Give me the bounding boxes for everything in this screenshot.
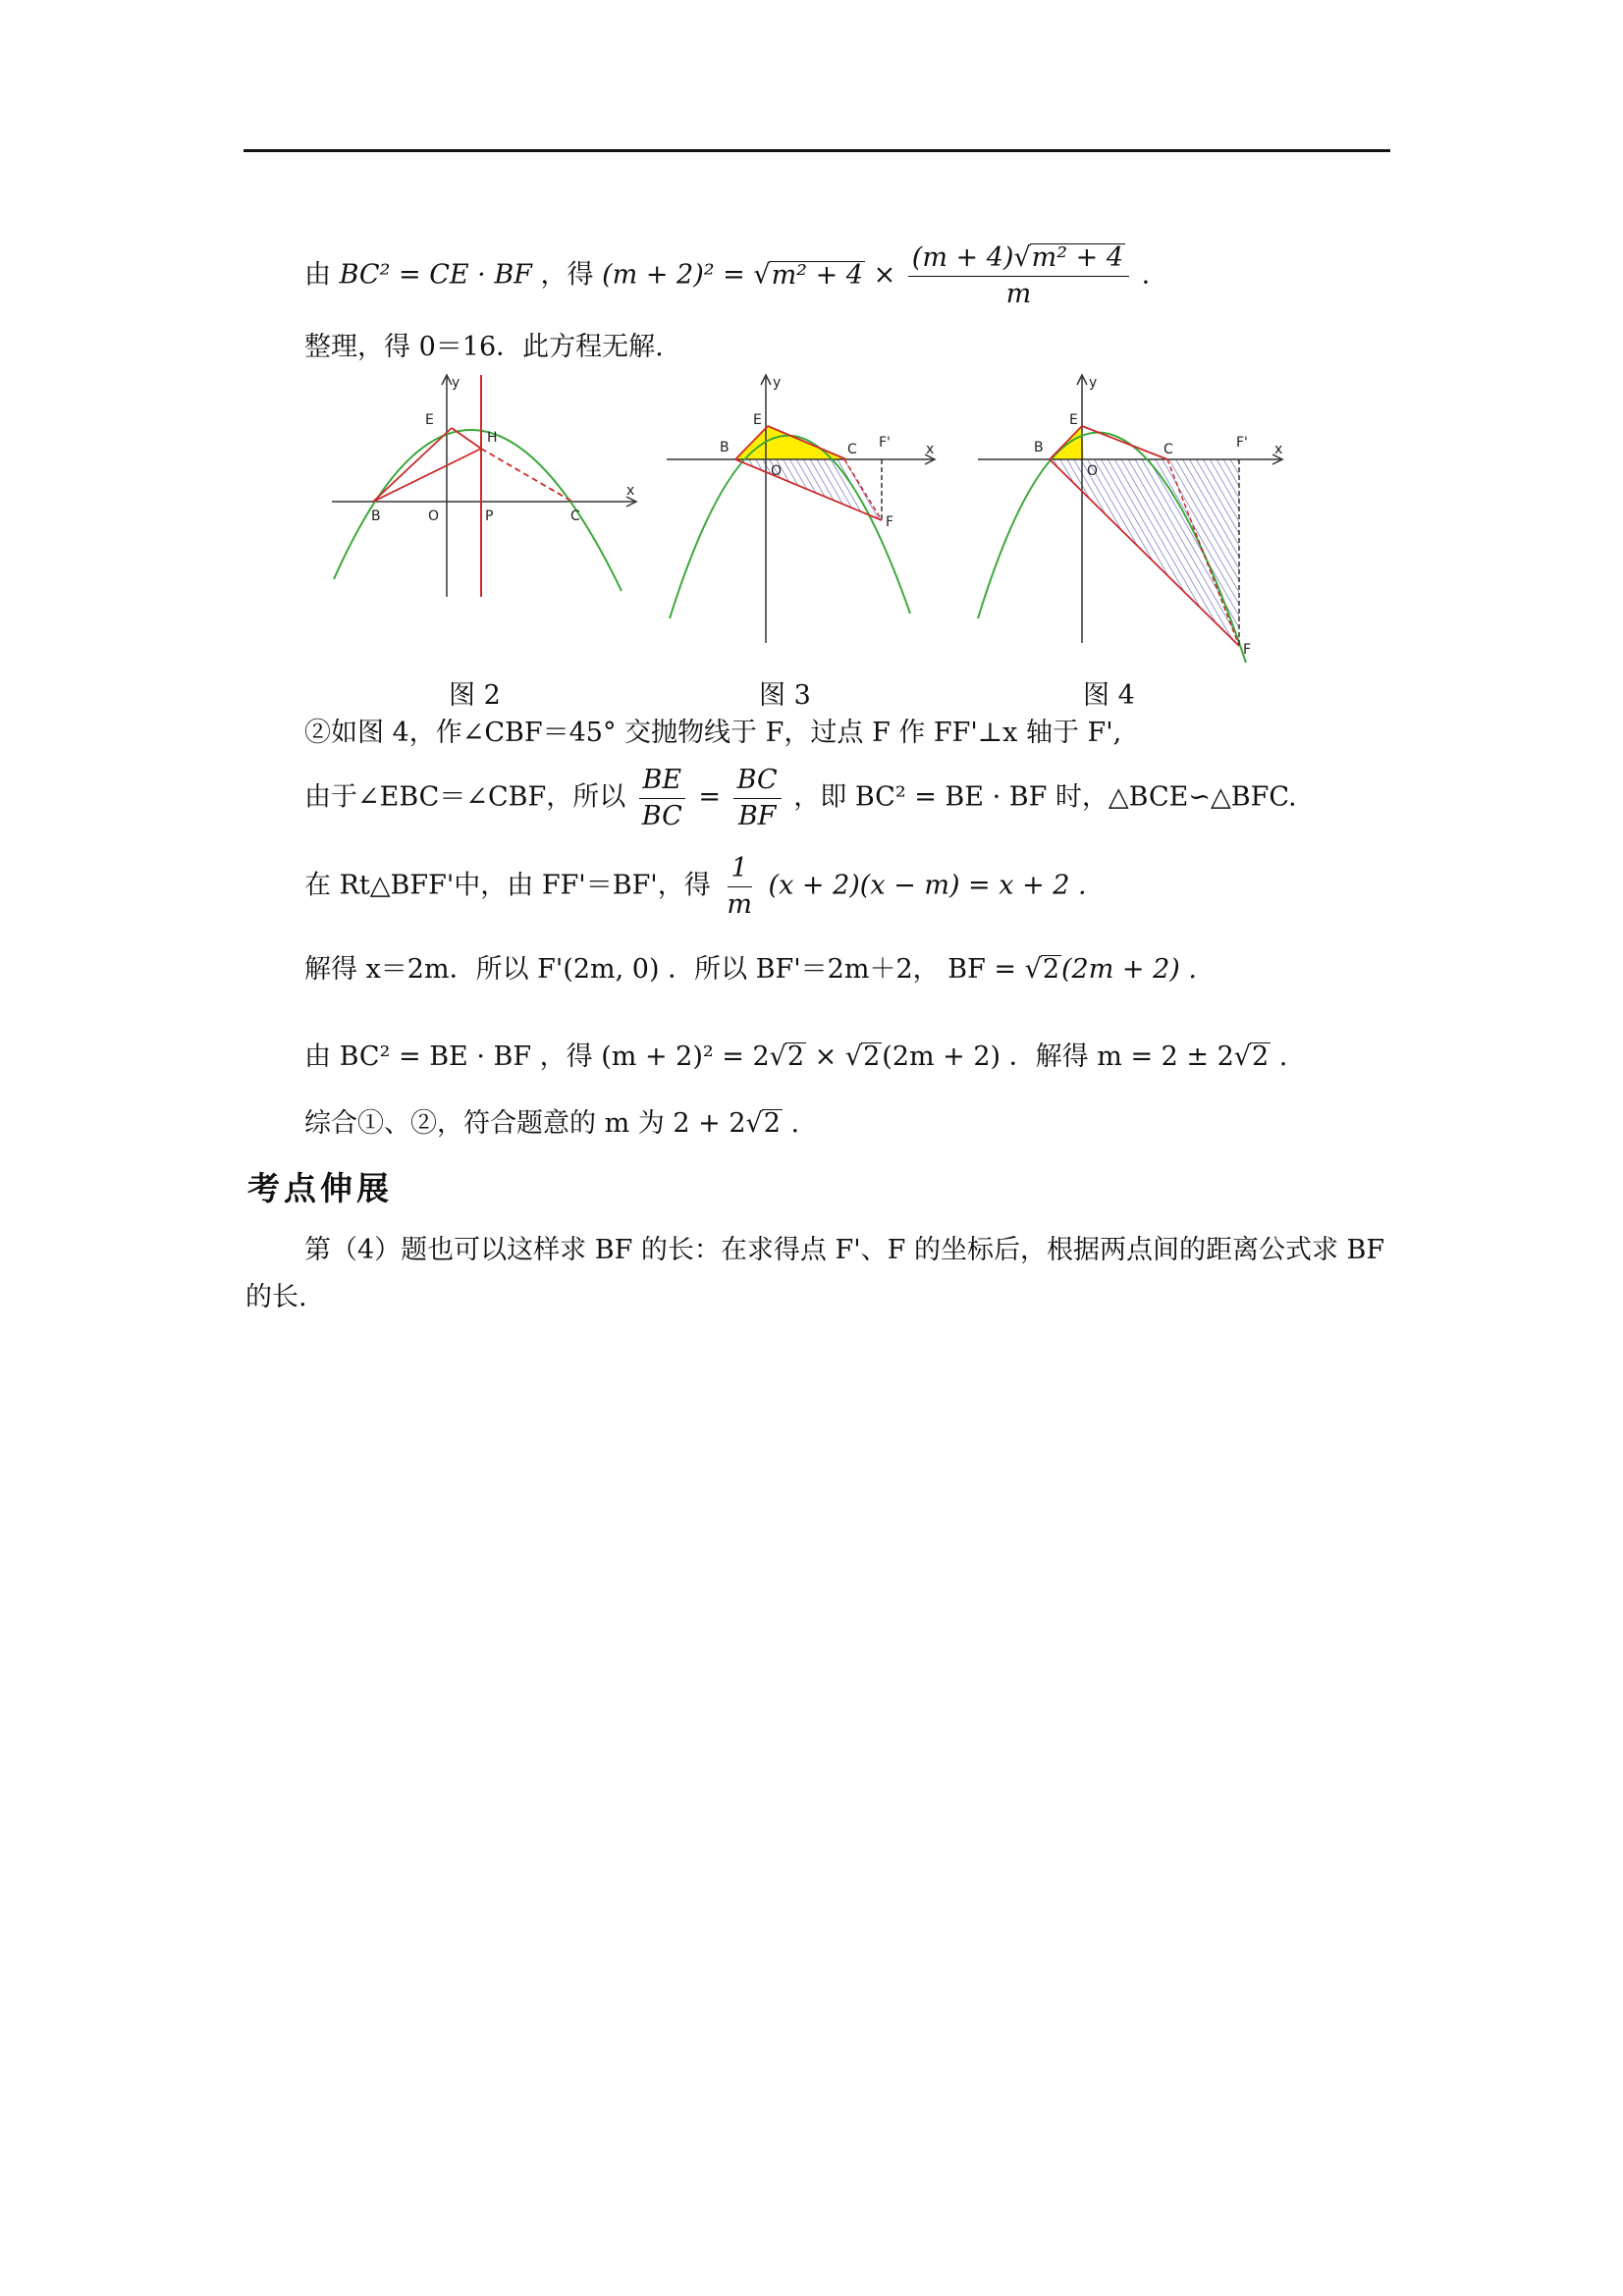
- point-label-h: H: [487, 430, 498, 446]
- period: .: [1141, 259, 1151, 291]
- equation-line-4: [304, 766, 1297, 830]
- sqrt-argument-2: 2: [863, 1041, 881, 1072]
- text-line-2: 整理，得 0＝16．此方程无解.: [304, 332, 664, 362]
- sqrt-symbol: √: [753, 259, 771, 291]
- sqrt-symbol: √: [1024, 954, 1042, 985]
- axis-label-x: x: [1274, 442, 1283, 457]
- extension-paragraph: 第（4）题也可以这样求 BF 的长：在求得点 F'、F 的坐标后，根据两点间的距离公式求 BF 的长.: [245, 1235, 1385, 1312]
- fraction-numerator: BE: [639, 766, 686, 799]
- equation-lhs: (m + 2)² =: [602, 259, 745, 291]
- text-suffix: ，即 BC² = BE · BF 时，△BCE∽△BFC.: [793, 781, 1297, 813]
- axis-label-y: y: [773, 375, 782, 391]
- point-label-o: O: [1087, 463, 1099, 479]
- fraction-denominator: m: [1005, 278, 1032, 309]
- point-label-f-prime: F': [1236, 435, 1248, 451]
- text-middle: (2m + 2) ．解得 m = 2 ± 2: [882, 1041, 1234, 1072]
- text-prefix: 由于∠EBC＝∠CBF，所以: [304, 781, 626, 813]
- fraction-numerator: (m + 4)√m² + 4: [908, 243, 1129, 277]
- point-label-c: C: [1163, 442, 1173, 457]
- text-line-8: 综合①、②，符合题意的 m 为 2 + 2√2 .: [304, 1108, 800, 1139]
- text-after: (2m + 2) .: [1061, 954, 1197, 985]
- sqrt-argument: 2: [763, 1108, 781, 1139]
- period: .: [782, 1108, 800, 1139]
- point-label-b: B: [720, 440, 730, 455]
- equation-line-5: [304, 854, 1087, 919]
- text-de: ，得: [540, 259, 594, 291]
- fraction-denominator: m: [727, 888, 752, 920]
- point-label-c: C: [570, 508, 580, 524]
- text-prefix: 综合①、②，符合题意的 m 为 2 + 2: [304, 1108, 746, 1139]
- text-times: ×: [806, 1041, 845, 1072]
- sqrt-argument-3: 2: [1252, 1041, 1270, 1072]
- point-label-b: B: [371, 508, 381, 524]
- fraction-denominator: BC: [641, 800, 682, 831]
- fraction: [908, 243, 1129, 308]
- figure-2: [332, 373, 646, 609]
- axis-label-y: y: [452, 375, 460, 391]
- sqrt-argument: 2: [1042, 954, 1059, 985]
- section-heading: 考点伸展: [247, 1169, 393, 1207]
- text-suffix: (x + 2)(x − m) = x + 2 .: [768, 870, 1087, 901]
- point-label-o: O: [771, 463, 783, 479]
- point-label-f: F: [1243, 642, 1252, 658]
- equation-line-7: 由 BC² = BE · BF ，得 (m + 2)² = 2√2 × √2(2m + 2) ．解得 m = 2 ± 2√2 .: [304, 1041, 1288, 1072]
- fraction-1-over-m: [723, 854, 756, 919]
- fraction-denominator: BF: [737, 800, 777, 831]
- fraction-numerator: BC: [733, 766, 782, 799]
- point-label-e: E: [1069, 412, 1078, 428]
- point-label-f-prime: F': [879, 435, 891, 451]
- sqrt-argument-1: 2: [786, 1041, 805, 1072]
- figure-4-caption: 图 4: [1083, 680, 1135, 711]
- axis-label-y: y: [1089, 375, 1098, 391]
- equation-line-1: [304, 243, 1150, 308]
- period: .: [1271, 1041, 1288, 1072]
- equation-bc-ce-bf: BC² = CE · BF: [339, 259, 532, 291]
- point-label-f: F: [886, 514, 894, 530]
- text-prefix: 由: [304, 259, 331, 291]
- times-symbol: ×: [873, 259, 896, 291]
- figure-2-caption: 图 2: [449, 680, 501, 711]
- text-line-3: ②如图 4，作∠CBF＝45° 交抛物线于 F，过点 F 作 FF'⊥x 轴于 F',: [304, 718, 1122, 748]
- point-label-e: E: [425, 412, 434, 428]
- figure-3-caption: 图 3: [759, 680, 811, 711]
- axis-label-x: x: [926, 442, 935, 457]
- axis-label-x: x: [626, 483, 635, 499]
- text-prefix: 由 BC² = BE · BF ，得 (m + 2)² = 2: [304, 1041, 770, 1072]
- text-main: 解得 x＝2m．所以 F'(2m, 0) ．所以 BF'＝2m＋2， BF =: [304, 954, 1025, 985]
- fraction-bc-bf: [733, 766, 782, 830]
- fraction-numerator: 1: [728, 854, 752, 887]
- point-label-e: E: [753, 412, 762, 428]
- sqrt-argument: m² + 4: [771, 259, 863, 291]
- point-label-o: O: [428, 508, 440, 524]
- point-label-c: C: [847, 442, 857, 457]
- fraction-be-bc: [638, 766, 686, 830]
- point-label-p: P: [485, 508, 494, 524]
- figure-4: [976, 373, 1295, 667]
- equals-symbol: =: [698, 781, 722, 813]
- point-label-b: B: [1034, 440, 1044, 455]
- equation-line-6: [304, 955, 1197, 984]
- header-rule: [243, 149, 1390, 152]
- text-prefix: 在 Rt△BFF'中，由 FF'＝BF'，得: [304, 870, 711, 901]
- figure-3: [665, 373, 949, 653]
